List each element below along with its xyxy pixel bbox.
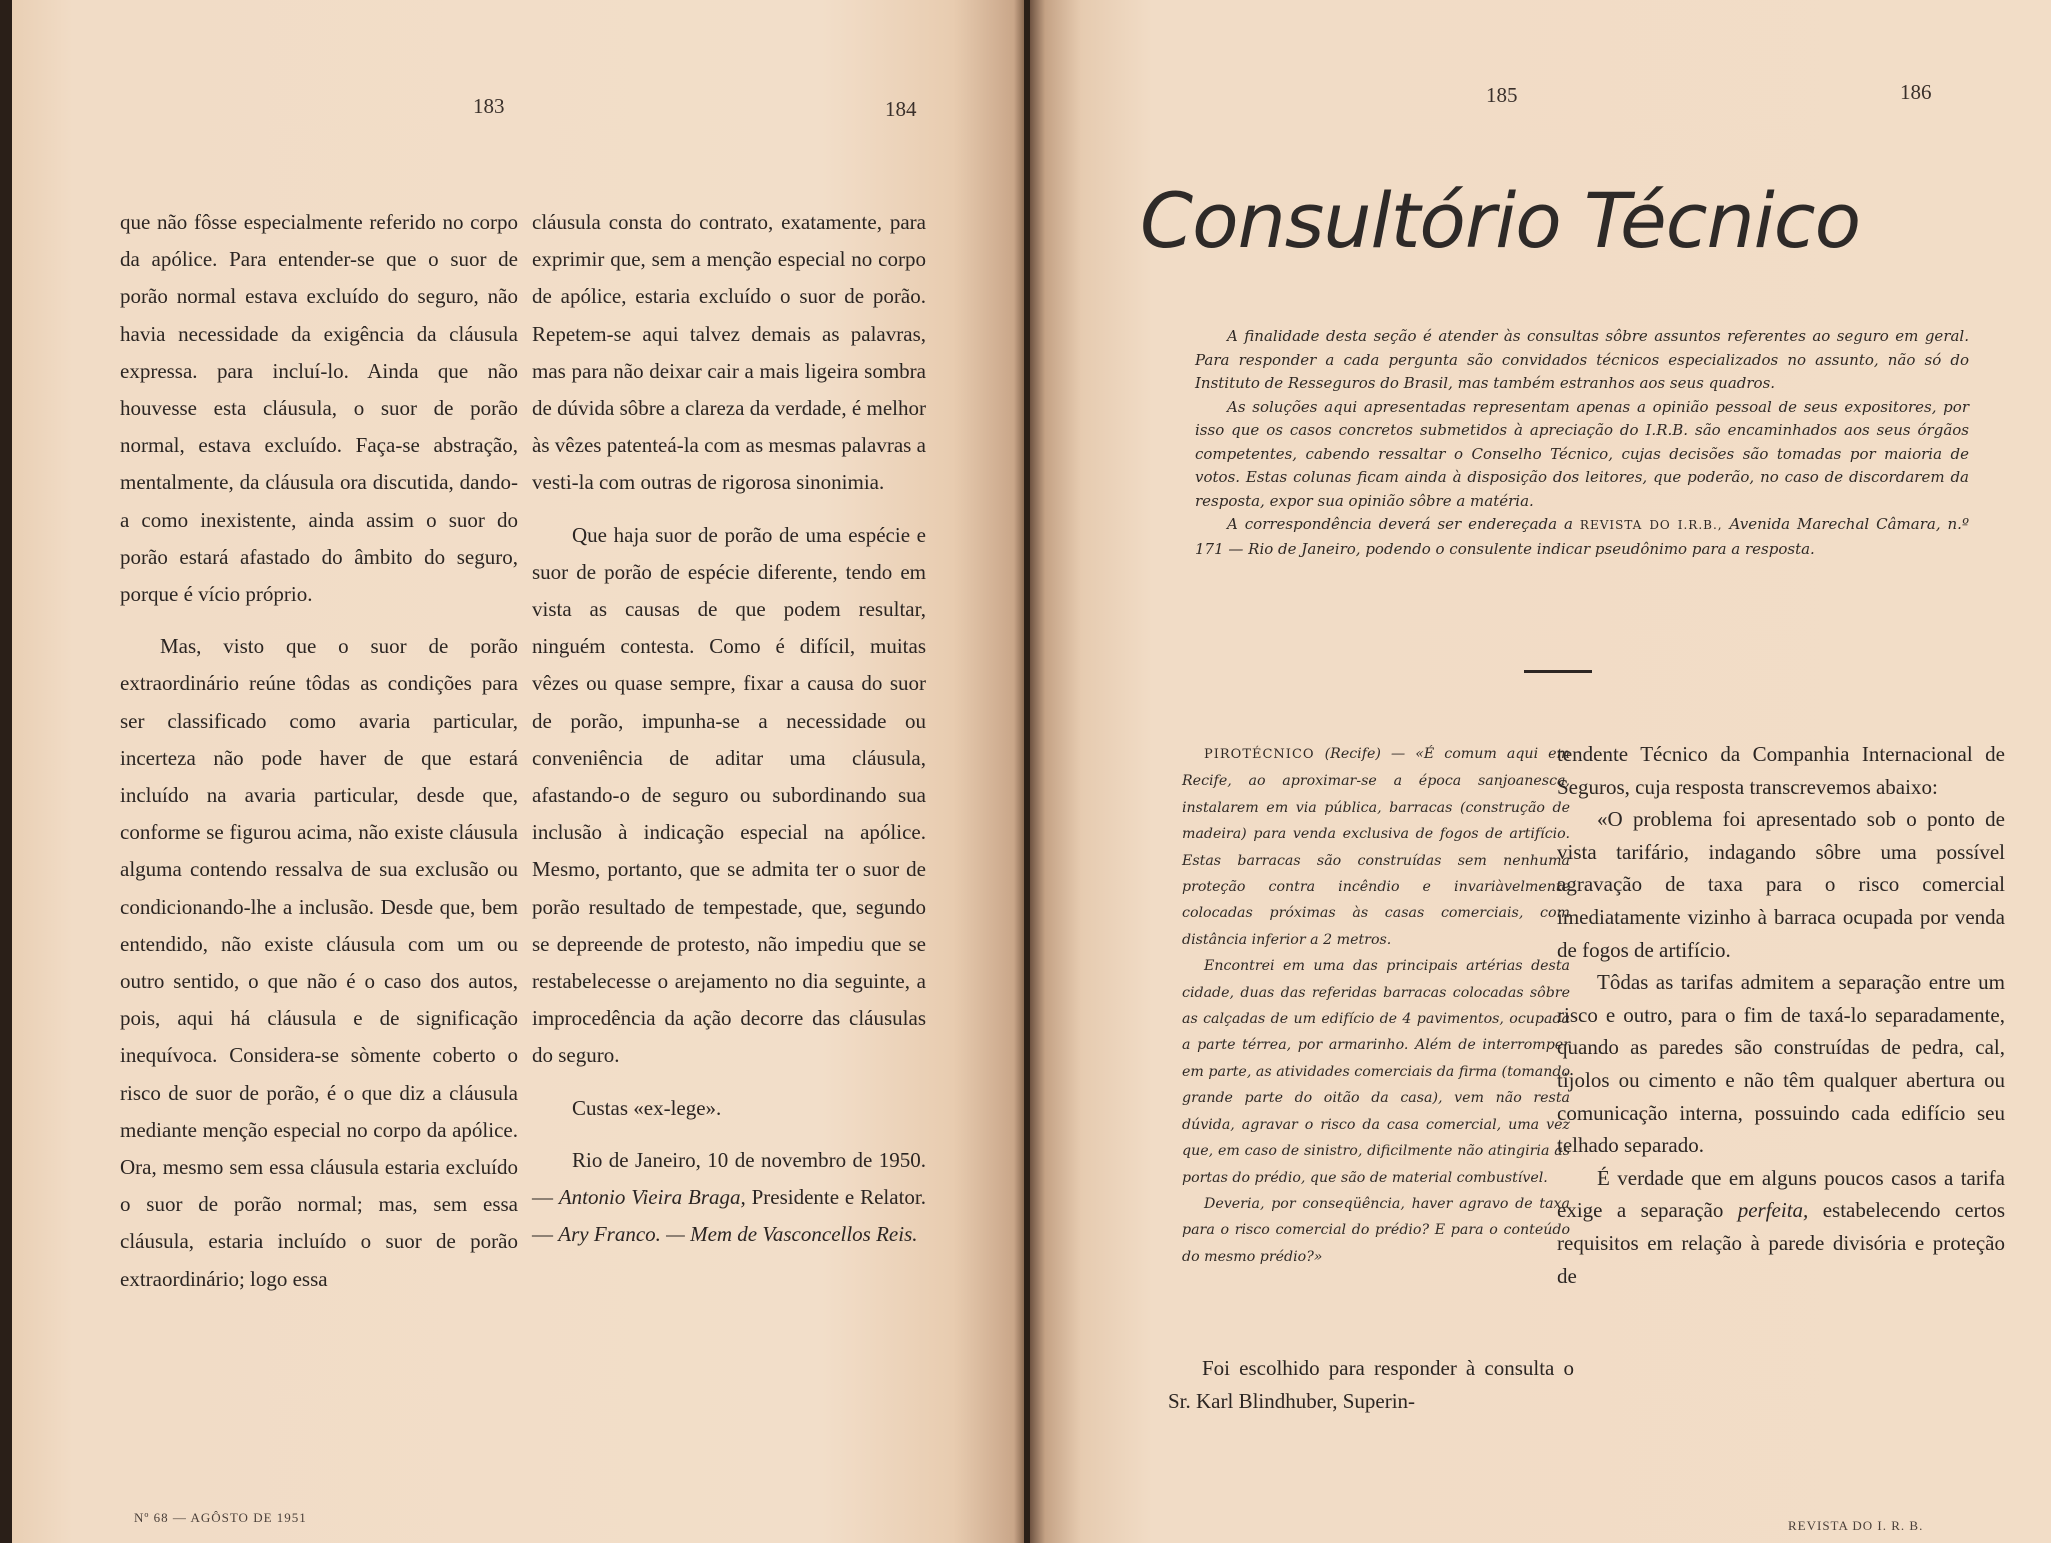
question-text (1182, 741, 1570, 1270)
date-line: Rio de Janeiro, 10 de novembro de 1950. — (532, 1147, 926, 1210)
intro-correspondence: A correspondência deverá ser endereçada a (1227, 515, 1573, 533)
signature-paragraph (532, 1142, 926, 1254)
paragraph (1557, 1162, 2005, 1292)
paragraph: que não fôsse especialmente referido no corpo da apólice. Para entender-se que o suor de porão normal estava excluído do seguro, não havia necessidade da exigência da cláusula expressa. para incluí-lo. Ainda que não houvesse esta cláusula, o suor de porão normal, estava excluído. Faça-se abstração, mentalmente, da cláusula ora discutida, dando-a como inexistente, ainda assim o suor do porão estará afastado do âmbito do seguro, porque é vício próprio. (120, 210, 518, 607)
question-author: PIROTÉCNICO (1204, 747, 1315, 762)
answer-intro: Foi escolhido para responder à consulta o Sr. Karl Blindhuber, Superin- (1168, 1356, 1574, 1413)
emphasis-text: perfeita, (1737, 1198, 1809, 1223)
section-title: Consultório Técnico (1140, 176, 1861, 265)
intro-paragraph: As soluções aqui apresentadas representam apenas a opinião pessoal de seus expositores, por isso que os casos concretos submetidos à apreciação do I.R.B. são encaminhados aos seus órgãos competentes, cabendo ressaltar o Conselho Técnico, cujas decisões são tomadas por maioria de votos. Estas colunas ficam ainda à disposição dos leitores, que poderão, no caso de discordarem da resposta, expor sua opinião sôbre a matéria. (1195, 397, 1969, 510)
paragraph: Que haja suor de porão de uma espécie e suor de porão de espécie diferente, tendo em vista as causas de que podem resultar, ninguém contesta. Como é difícil, muitas vêzes ou quase sempre, fixar a causa do suor de porão, impunha-se a necessidade ou conveniência de aditar uma cláusula, afastando-o de seguro ou subordinando sua inclusão à indicação especial na apólice. Mesmo, portanto, que se admita ter o suor de porão resultado de tempestade, que, segundo se depreende de protesto, não impediu que se restabelecesse o arejamento no dia seguinte, a improcedência da ação decorre das cláusulas do seguro. (532, 522, 926, 1068)
signature-presidente: Antonio Vieira Braga, (558, 1185, 746, 1210)
paragraph: «O problema foi apresentado sob o ponto de vista tarifário, indagando sôbre uma possível agravação de taxa para o risco comercial imediatamente vizinho à barraca ocupada por venda de fogos de artifício. (1557, 807, 2005, 962)
paragraph: Tôdas as tarifas admitem a separação entre um risco e outro, para o fim de taxá-lo separadamente, quando as paredes são construídas de pedra, cal, tijolos ou cimento e não têm qualquer abertura ou comunicação interna, possuindo cada edifício seu telhado separado. (1557, 970, 2005, 1158)
paragraph: Mas, visto que o suor de porão extraordinário reúne tôdas as condições para ser classificado como avaria particular, incerteza não pode haver de que estará incluído na avaria particular, desde que, conforme se figurou acima, não existe cláusula alguma contendo ressalva de sua exclusão ou condicionando-lhe a inclusão. Desde que, bem entendido, não existe cláusula com um ou outro sentido, o que não é o caso dos autos, pois, aqui há cláusula e de significação inequívoca. Considera-se sòmente coberto o risco de suor de porão, é o que diz a cláusula mediante menção especial no corpo da apólice. Ora, mesmo sem essa cláusula estaria excluído o suor de porão normal; mas, sem essa cláusula, estaria incluído o suor de porão extraordinário; logo essa (120, 634, 518, 1291)
section-divider (1524, 670, 1592, 673)
left-page (12, 0, 1024, 1543)
signature-mem-de-vasconcellos: Mem de Vasconcellos Reis. (690, 1222, 918, 1247)
magazine-name: REVISTA DO I.R.B., (1579, 518, 1723, 532)
question-paragraph: Deveria, por conseqüência, haver agravo de taxa para o risco comercial do prédio? E para o conteúdo do mesmo prédio?» (1182, 1195, 1570, 1265)
question-body: «É comum aqui em Recife, ao aproximar-se a época sanjoanesca, instalarem em via pública, barracas (construção de madeira) para venda exclusiva de fogos de artifício. Estas barracas são construídas sem nenhuma proteção contra incêndio e invariàvelmente colocadas próximas às casas comerciais, com distância inferior a 2 metros. (1182, 746, 1571, 948)
intro-paragraph: A finalidade desta seção é atender às consultas sôbre assuntos referentes ao seguro em geral. Para responder a cada pergunta são convidados técnicos especializados no assunto, não só do Instituto de Resseguros do Brasil, mas também estranhos aos seus quadros. (1195, 327, 1969, 392)
page-number-186: 186 (1900, 80, 1932, 104)
question-paragraph: Encontrei em uma das principais artérias desta cidade, duas das referidas barracas colocadas sôbre as calçadas de um edifício de 4 pavimentos, ocupada a parte térrea, por armarinho. Além de interromper em parte, as atividades comerciais da firma (tomando grande parte do oitão da casa), vem não resta dúvida, agravar o risco da casa comercial, uma vez que, em caso de sinistro, dificilmente não atingiria as portas do prédio, que são de material combustível. (1182, 958, 1570, 1186)
paragraph-text: É verdade que em alguns poucos casos a tarifa exige a separação (1557, 1165, 2005, 1223)
right-column-2 (1557, 738, 2005, 1292)
paragraph: cláusula consta do contrato, exatamente, para exprimir que, sem a menção especial no corpo de apólice, estaria excluído o suor de porão. Repetem-se aqui talvez demais as palavras, mas para não deixar cair a mais ligeira sombra de dúvida sôbre a clareza da verdade, é melhor às vêzes patenteá-la com as mesmas palavras a vesti-la com outras de rigorosa sinonimia. (532, 210, 926, 495)
page-number-184: 184 (885, 97, 917, 121)
right-footer: REVISTA DO I. R. B. (1788, 1518, 1924, 1533)
paragraph: tendente Técnico da Companhia Internacional de Seguros, cuja resposta transcrevemos abaixo: (1557, 742, 2005, 799)
right-page (1030, 0, 2051, 1543)
question-place: (Recife) — (1324, 746, 1406, 762)
page-number-185: 185 (1486, 83, 1518, 107)
left-column-1 (120, 204, 518, 1298)
paragraph: Custas «ex-lege». (572, 1095, 722, 1120)
paragraph-text: estabelecendo certos requisitos em relação à parede divisória e proteção de (1557, 1198, 2005, 1288)
signature-role: Presidente e Relator. — (532, 1185, 927, 1247)
signature-ary-franco: Ary Franco. — (558, 1222, 685, 1247)
page-number-183: 183 (473, 94, 505, 118)
intro-paragraph (1195, 513, 1969, 561)
intro-text (1195, 325, 1969, 561)
left-footer: Nº 68 — AGÔSTO DE 1951 (134, 1510, 307, 1525)
question-paragraph (1182, 741, 1570, 953)
left-column-2 (532, 204, 926, 1253)
intro-address: Avenida Marechal Câmara, n.º 171 — Rio de Janeiro, podendo o consulente indicar pseudônimo para a resposta. (1195, 515, 1970, 558)
